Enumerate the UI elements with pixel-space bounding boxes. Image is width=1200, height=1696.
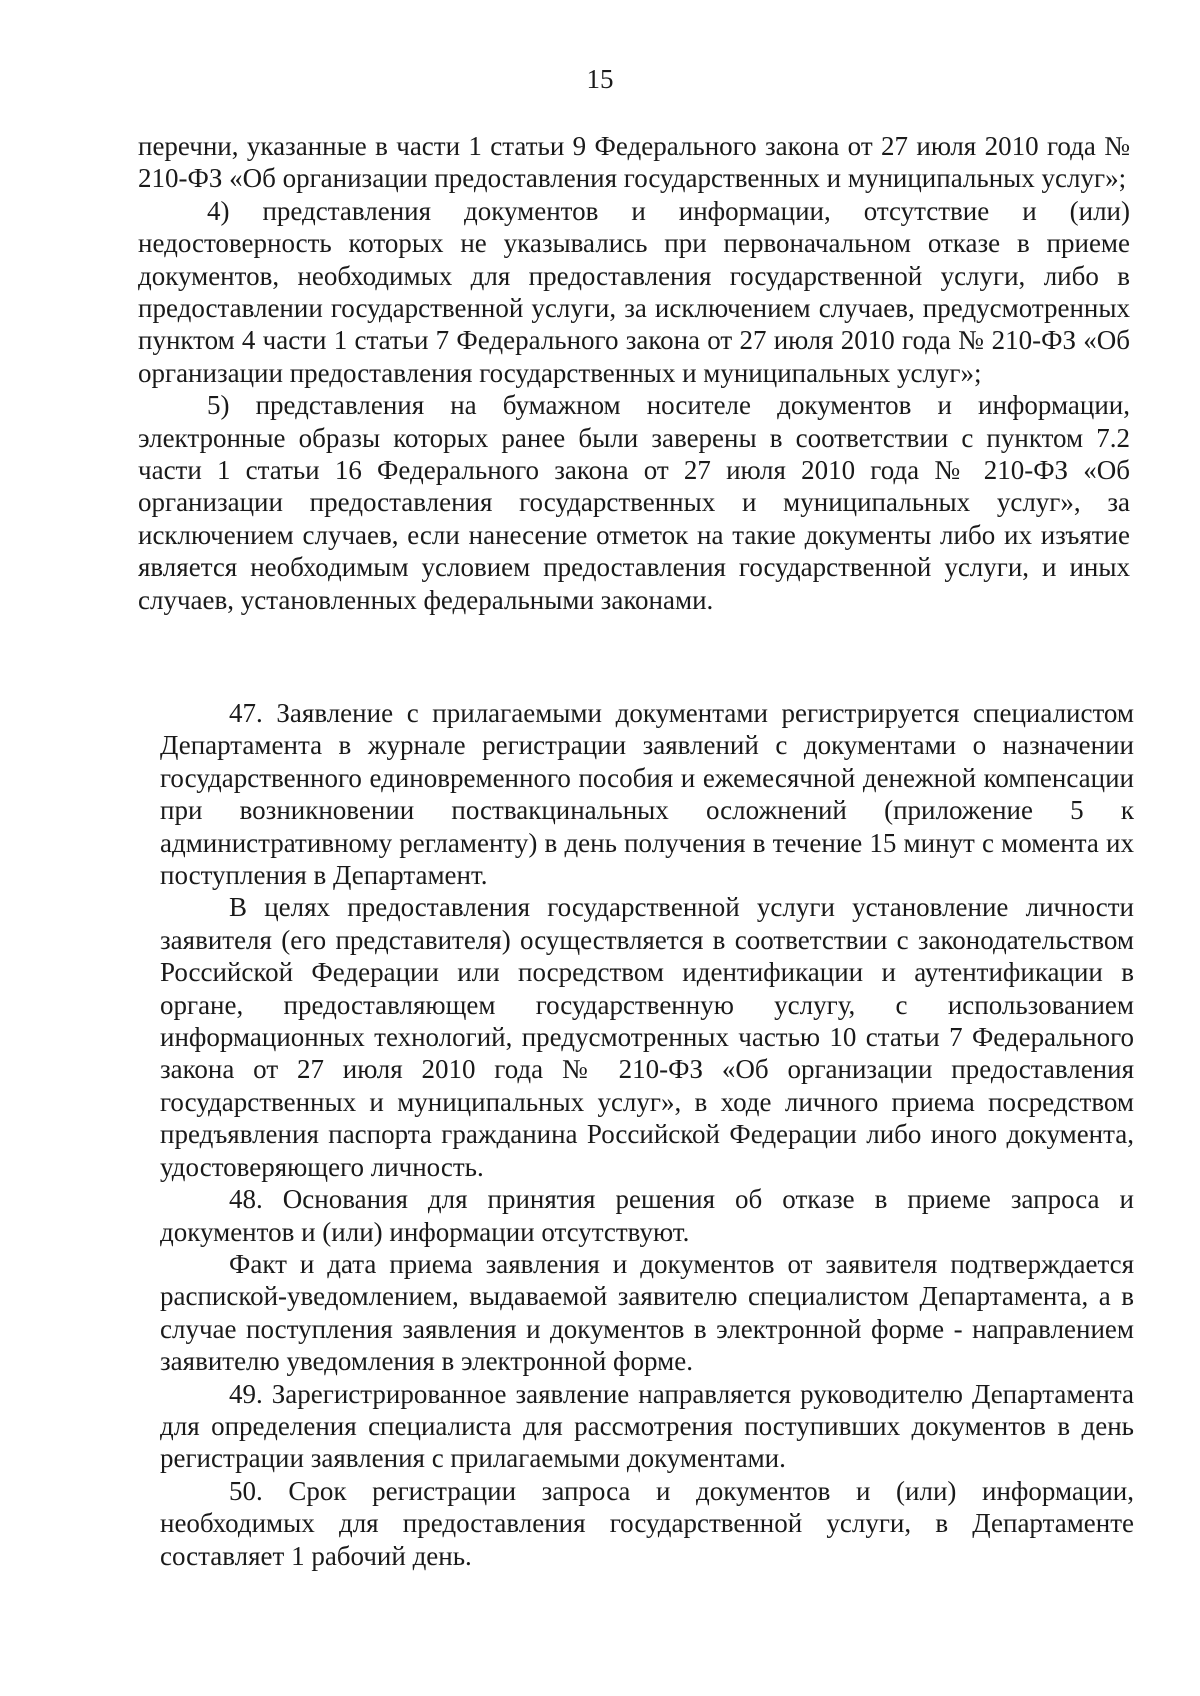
paragraph-item-5: 5) представления на бумажном носителе документов и информации, электронные образы которых ранее были заверены в соответствии с пунктом 7.2 части 1 статьи 16 Федерального закона от 27 июля 2010 года № 210-ФЗ «Об организации предоставления государственных и муниципальных услуг», за исключением случаев, если нанесение отметок на такие документы либо их изъятие является необходимым условием предоставления государственной услуги, и иных случаев, установленных федеральными законами. (138, 390, 1130, 615)
paragraph-continuation: перечни, указанные в части 1 статьи 9 Федерального закона от 27 июля 2010 года № 210-ФЗ «Об организации предоставления государственных и муниципальных услуг»; (138, 131, 1130, 194)
text-block-upper (138, 130, 1130, 616)
paragraph-50: 50. Срок регистрации запроса и документов и (или) информации, необходимых для предоставления государственной услуги, в Департаменте составляет 1 рабочий день. (160, 1475, 1134, 1571)
paragraph-48: 48. Основания для принятия решения об отказе в приеме запроса и документов и (или) информации отсутствуют. (160, 1184, 1134, 1247)
paragraph-item-4: 4) представления документов и информации, отсутствие и (или) недостоверность которых не указывались при первоначальном отказе в приеме документов, необходимых для предоставления государственной услуги, либо в предоставлении государственной услуги, за исключением случаев, предусмотренных пунктом 4 части 1 статьи 7 Федерального закона от 27 июля 2010 года № 210-ФЗ «Об организации предоставления государственных и муниципальных услуг»; (138, 195, 1130, 388)
text-block-lower (160, 697, 1134, 1572)
paragraph-49: 49. Зарегистрированное заявление направляется руководителю Департамента для определения специалиста для рассмотрения поступивших документов в день регистрации заявления с прилагаемыми документами. (160, 1378, 1134, 1474)
paragraph-identity: В целях предоставления государственной услуги установление личности заявителя (его представителя) осуществляется в соответствии с законодательством Российской Федерации или посредством идентификации и аутентификации в органе, предоставляющем государственную услугу, с использованием информационных технологий, предусмотренных частью 10 статьи 7 Федерального закона от 27 июля 2010 года № 210-ФЗ «Об организации предоставления государственных и муниципальных услуг», в ходе личного приема посредством предъявления паспорта гражданина Российской Федерации либо иного документа, удостоверяющего личность. (160, 892, 1134, 1182)
paragraph-receipt: Факт и дата приема заявления и документов от заявителя подтверждается распиской-уведомлением, выдаваемой заявителю специалистом Департамента, а в случае поступления заявления и документов в электронной форме - направлением заявителю уведомления в электронной форме. (160, 1248, 1134, 1377)
paragraph-47: 47. Заявление с прилагаемыми документами регистрируется специалистом Департамента в журнале регистрации заявлений с документами о назначении государственного единовременного пособия и ежемесячной денежной компенсации при возникновении поствакцинальных осложнений (приложение 5 к административному регламенту) в день получения в течение 15 минут с момента их поступления в Департамент. (160, 698, 1134, 891)
page-number: 15 (586, 64, 614, 94)
